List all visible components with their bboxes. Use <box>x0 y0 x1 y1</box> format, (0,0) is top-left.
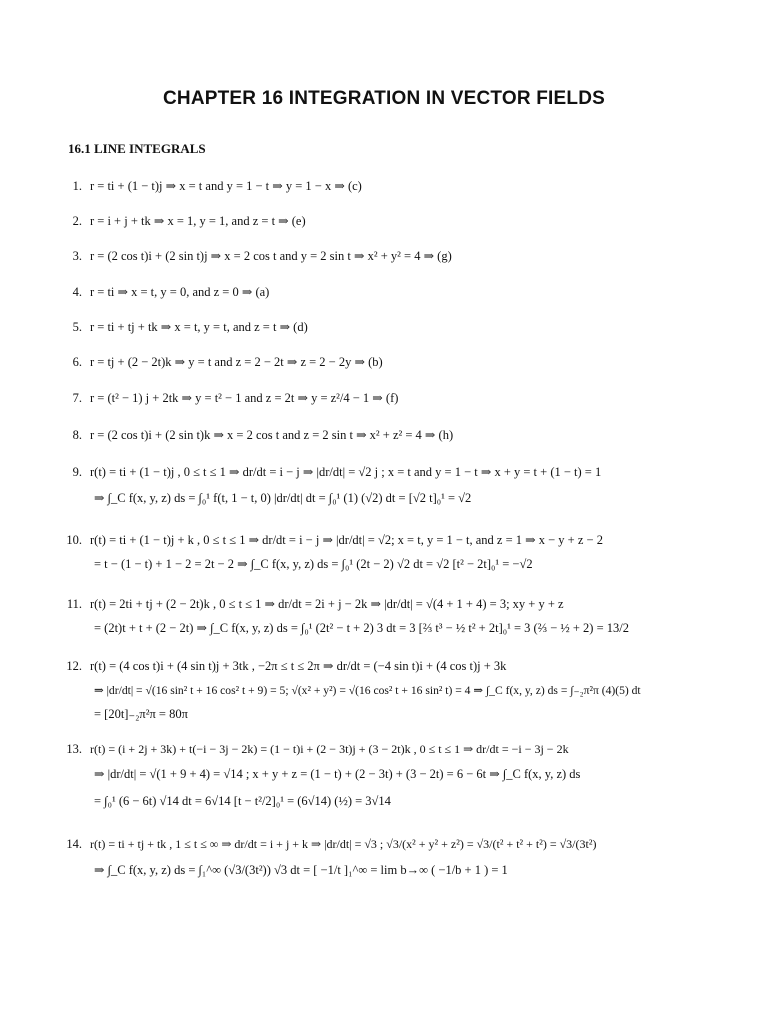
problem-number: 9. <box>72 465 82 479</box>
problem-line: r = (t² − 1) j + 2tk ⇒ y = t² − 1 and z = 2t ⇒ y = z²/4 − 1 ⇒ (f) <box>90 391 399 405</box>
problem-number: 1. <box>72 179 82 193</box>
problem-line: r(t) = 2ti + tj + (2 − 2t)k , 0 ≤ t ≤ 1 ⇒ dr/dt = 2i + j − 2k ⇒ |dr/dt| = √(4 + 1 + 4) = 3; xy + y + z <box>90 597 564 611</box>
problem-line: r = (2 cos t)i + (2 sin t)j ⇒ x = 2 cos t and y = 2 sin t ⇒ x² + y² = 4 ⇒ (g) <box>90 249 452 263</box>
problem-line: r(t) = ti + (1 − t)j + k , 0 ≤ t ≤ 1 ⇒ dr/dt = i − j ⇒ |dr/dt| = √2; x = t, y = 1 − t, and z = 1 ⇒ x − y + z − 2 <box>90 533 603 547</box>
problem-line: = t − (1 − t) + 1 − 2 = 2t − 2 ⇒ ∫_C f(x, y, z) ds = ∫₀¹ (2t − 2) √2 dt = √2 [t² − 2t]₀¹ = −√2 <box>94 557 533 571</box>
problem-number: 12. <box>66 659 82 673</box>
problem-number: 11. <box>66 597 82 611</box>
problem-line: = ∫₀¹ (6 − 6t) √14 dt = 6√14 [t − t²/2]₀¹ = (6√14) (½) = 3√14 <box>94 794 391 808</box>
problem-line: r(t) = ti + (1 − t)j , 0 ≤ t ≤ 1 ⇒ dr/dt = i − j ⇒ |dr/dt| = √2 j ; x = t and y = 1 − t ⇒ x + y = t + (1 − t) = 1 <box>90 465 602 479</box>
problem-number: 2. <box>72 214 82 228</box>
problem-line: r = (2 cos t)i + (2 sin t)k ⇒ x = 2 cos t and z = 2 sin t ⇒ x² + z² = 4 ⇒ (h) <box>90 428 454 442</box>
problem-number: 14. <box>66 837 82 851</box>
problem-number: 8. <box>72 428 82 442</box>
problem-line: = (2t)t + t + (2 − 2t) ⇒ ∫_C f(x, y, z) ds = ∫₀¹ (2t² − t + 2) 3 dt = 3 [⅔ t³ − ½ t² + 2t]₀¹ = 3 (⅔ − ½ + 2) = 13/2 <box>94 621 629 635</box>
problem-line: r(t) = (i + 2j + 3k) + t(−i − 3j − 2k) = (1 − t)i + (2 − 3t)j + (3 − 2t)k , 0 ≤ t ≤ 1 ⇒ dr/dt = −i − 3j − 2k <box>90 742 569 756</box>
problem-number: 6. <box>72 355 82 369</box>
problem-line: = [20t]₋₂π²π = 80π <box>94 707 188 721</box>
problem-number: 3. <box>72 249 82 263</box>
problem-line: ⇒ |dr/dt| = √(16 sin² t + 16 cos² t + 9) = 5; √(x² + y²) = √(16 cos² t + 16 sin² t) = 4 ⇒ ∫_C f(x, y, z) ds = ∫₋₂π²π (4)(5) dt <box>94 684 641 697</box>
chapter-title: CHAPTER 16 INTEGRATION IN VECTOR FIELDS <box>162 88 606 109</box>
problem-number: 5. <box>72 320 82 334</box>
problem-line: ⇒ ∫_C f(x, y, z) ds = ∫₁^∞ (√3/(3t²)) √3 dt = [ −1/t ]₁^∞ = lim b→∞ ( −1/b + 1 ) = 1 <box>94 863 508 877</box>
problem-line: r = ti ⇒ x = t, y = 0, and z = 0 ⇒ (a) <box>90 285 270 299</box>
problem-line: ⇒ |dr/dt| = √(1 + 9 + 4) = √14 ; x + y + z = (1 − t) + (2 − 3t) + (3 − 2t) = 6 − 6t ⇒ ∫_C f(x, y, z) ds <box>94 767 581 781</box>
problem-line: ⇒ ∫_C f(x, y, z) ds = ∫₀¹ f(t, 1 − t, 0) |dr/dt| dt = ∫₀¹ (1) (√2) dt = [√2 t]₀¹ = √2 <box>94 491 472 505</box>
problem-line: r = tj + (2 − 2t)k ⇒ y = t and z = 2 − 2t ⇒ z = 2 − 2y ⇒ (b) <box>90 355 383 369</box>
problem-number: 10. <box>66 533 82 547</box>
problem-line: r(t) = (4 cos t)i + (4 sin t)j + 3tk , −2π ≤ t ≤ 2π ⇒ dr/dt = (−4 sin t)i + (4 cos t)j + 3k <box>90 659 507 673</box>
problem-number: 7. <box>72 391 82 405</box>
problem-number: 4. <box>72 285 82 299</box>
section-title: 16.1 LINE INTEGRALS <box>68 141 206 156</box>
problem-line: r = ti + tj + tk ⇒ x = t, y = t, and z = t ⇒ (d) <box>90 320 308 334</box>
problem-number: 13. <box>66 742 82 756</box>
problem-line: r = i + j + tk ⇒ x = 1, y = 1, and z = t ⇒ (e) <box>90 214 306 228</box>
problem-line: r(t) = ti + tj + tk , 1 ≤ t ≤ ∞ ⇒ dr/dt = i + j + k ⇒ |dr/dt| = √3 ; √3/(x² + y² + z²) = √3/(t² + t² + t²) = √3/(3t²) <box>90 837 597 851</box>
problem-line: r = ti + (1 − t)j ⇒ x = t and y = 1 − t ⇒ y = 1 − x ⇒ (c) <box>90 179 362 193</box>
